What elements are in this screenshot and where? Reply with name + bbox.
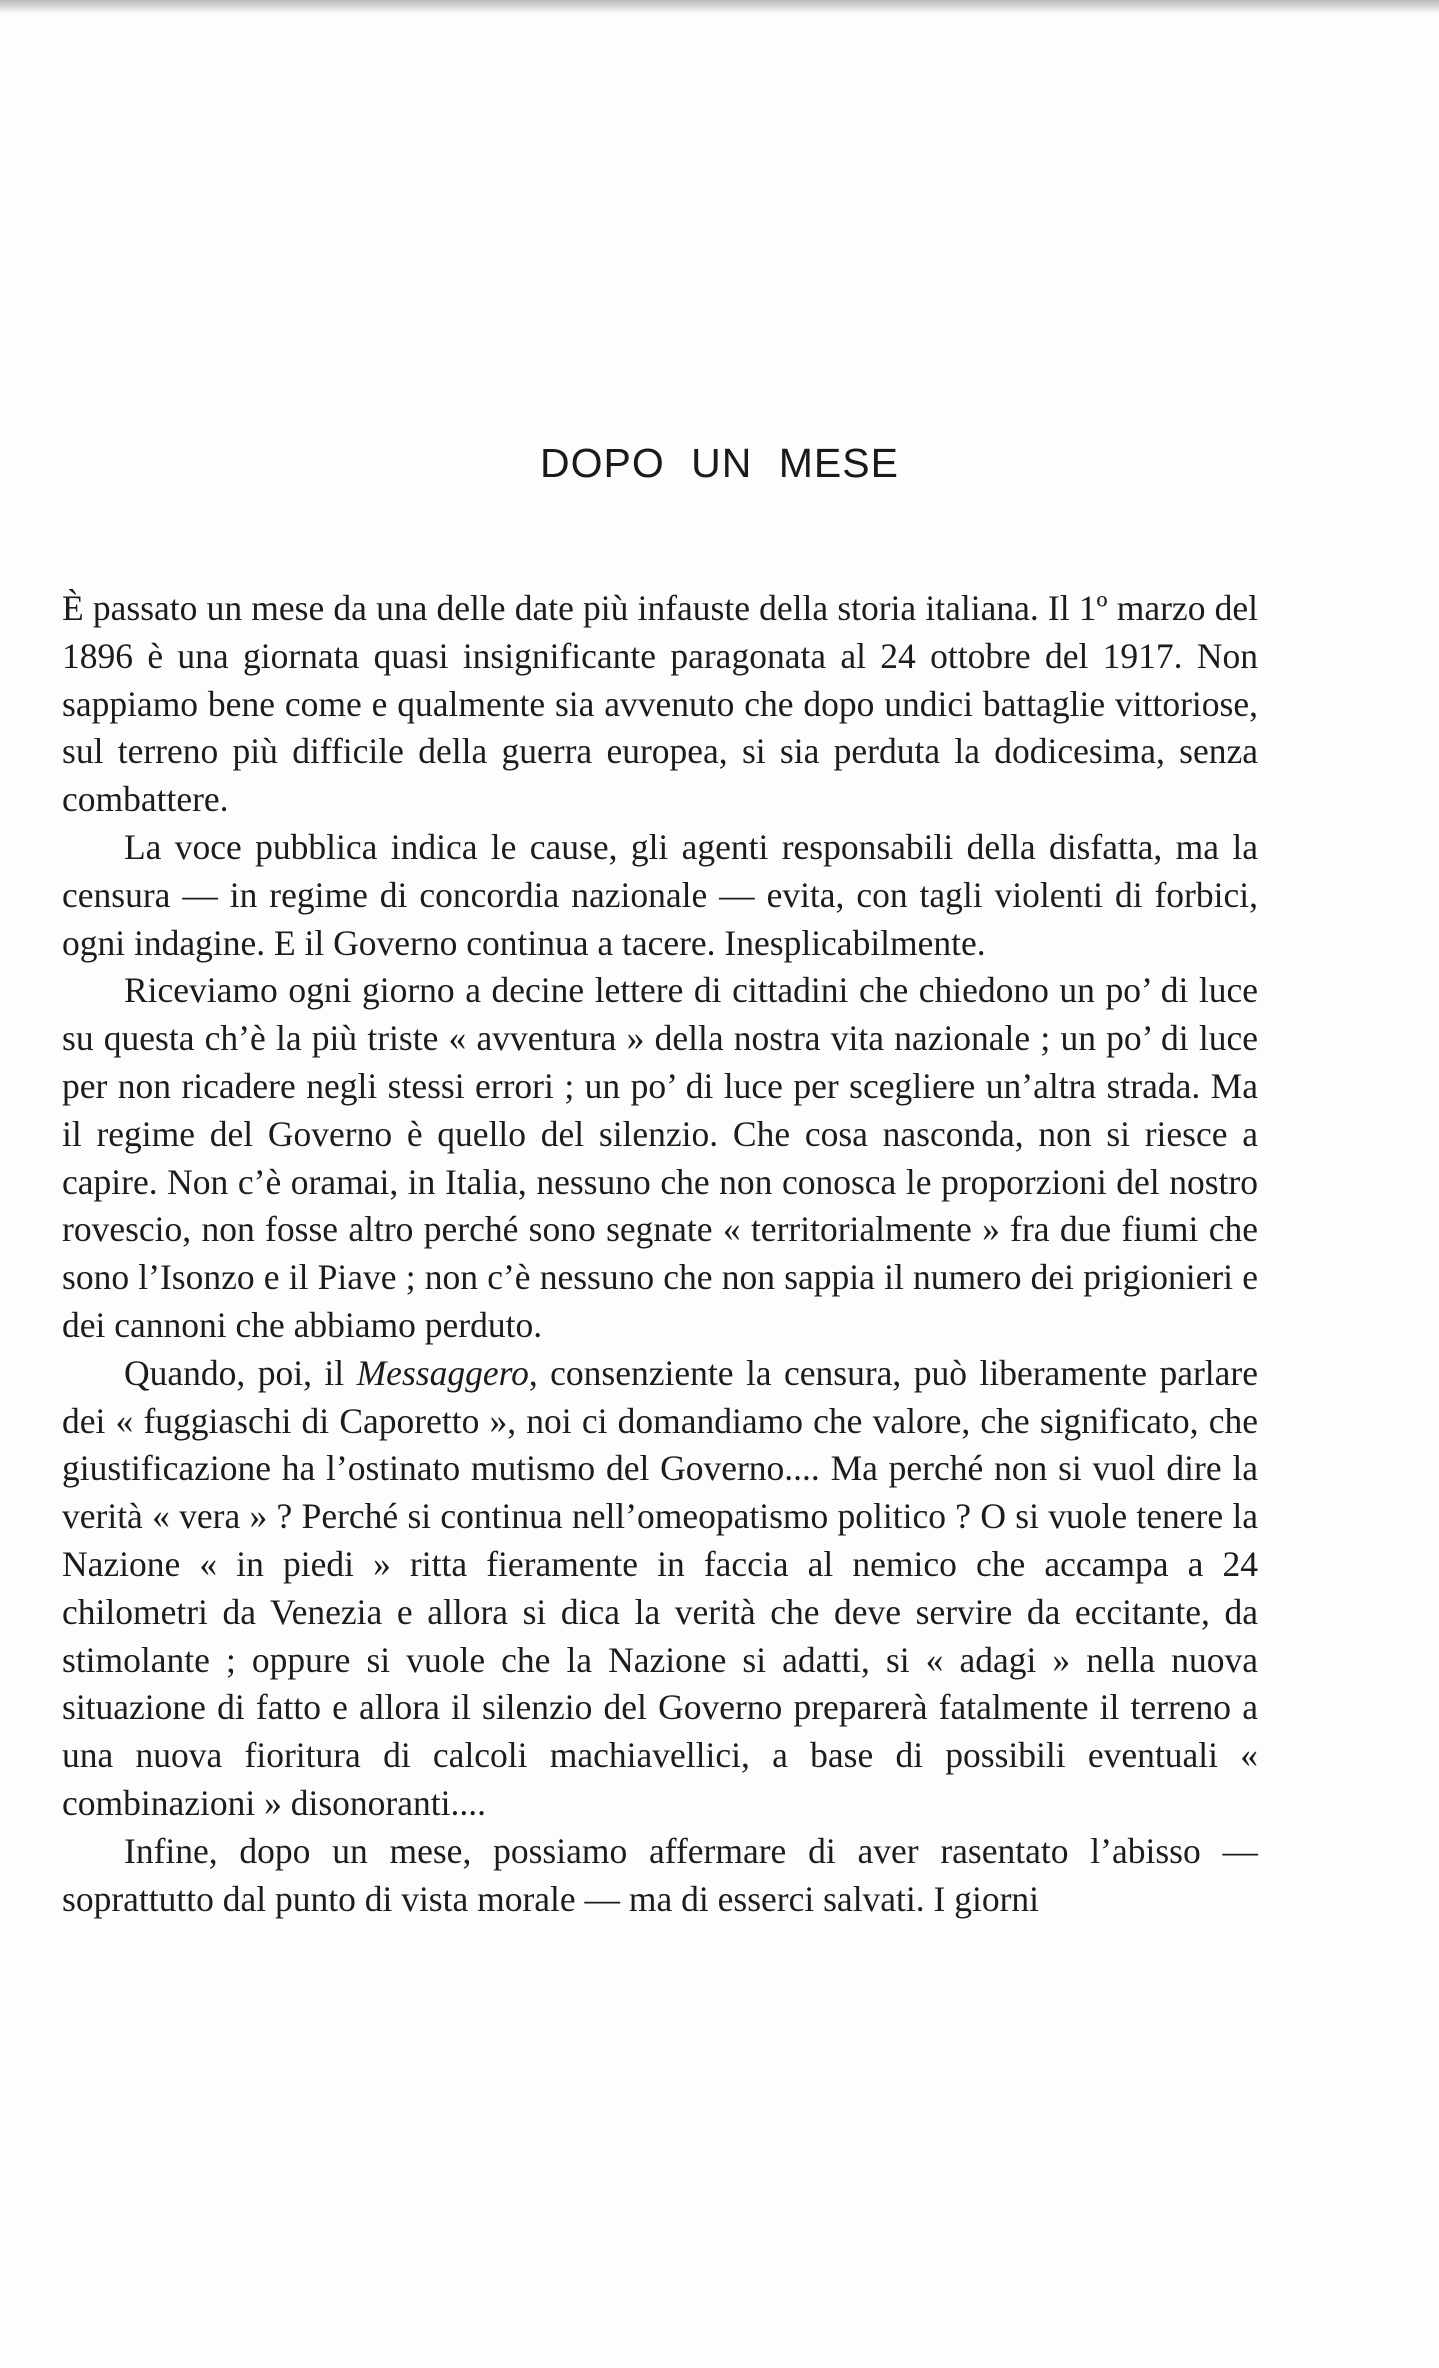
paragraph-5: Infine, dopo un mese, possiamo affermare di aver rasentato l’abisso — soprattutto dal punto di vista morale — ma di esserci salvati. I giorni: [62, 1830, 1258, 1919]
newspaper-name: Messaggero: [356, 1352, 529, 1393]
page-title: DOPO UN MESE: [540, 440, 899, 486]
paragraph-4-after: , consenziente la censura, può liberamente parlare dei « fuggiaschi di Caporetto », noi ci domandiamo che valore, che significato, che giustificazione ha l’ostinato mutismo del Governo.... Ma perché non si vuol dire la verità « vera » ? Perché si continua nell’omeopatismo politico ? O si vuole tenere la Nazione « in piedi » ritta fieramente in faccia al nemico che accampa a 24 chilometri da Venezia e allora si dica la verità che deve servire da eccitante, da stimolante ; oppure si vuole che la Nazione si adatti, si « adagi » nella nuova situazione di fatto e allora il silenzio del Governo preparerà fatalmente il terreno a una nuova fioritura di calcoli machiavellici, a base di possibili eventuali « combinazioni » disonoranti....: [62, 1352, 1258, 1823]
article-body: [62, 585, 1258, 1923]
paragraph-4-before: Quando, poi, il: [124, 1352, 357, 1393]
paragraph-3: Riceviamo ogni giorno a decine lettere di cittadini che chiedono un po’ di luce su questa ch’è la più triste « avventura » della nostra vita nazionale ; un po’ di luce per non ricadere negli stessi errori ; un po’ di luce per scegliere un’altra strada. Ma il regime del Governo è quello del silenzio. Che cosa nasconda, non si riesce a capire. Non c’è oramai, in Italia, nessuno che non conosca le proporzioni del nostro rovescio, non fosse altro perché sono segnate « territorialmente » fra due fiumi che sono l’Isonzo e il Piave ; non c’è nessuno che non sappia il numero dei prigionieri e dei cannoni che abbiamo perduto.: [62, 970, 1258, 1345]
paragraph-2: La voce pubblica indica le cause, gli agenti responsabili della disfatta, ma la censura — in regime di concordia nazionale — evita, con tagli violenti di forbici, ogni indagine. E il Governo continua a tacere. Inesplicabilmente.: [62, 826, 1258, 963]
scan-shadow-edge: [0, 0, 1439, 14]
paragraph-1: È passato un mese da una delle date più infauste della storia italiana. Il 1º marzo del 1896 è una giornata quasi insignificante paragonata al 24 ottobre del 1917. Non sappiamo bene come e qualmente sia avvenuto che dopo undici battaglie vittoriose, sul terreno più difficile della guerra europea, si sia perduta la dodicesima, senza combattere.: [62, 588, 1258, 820]
paragraph-4: [62, 1350, 1258, 1828]
